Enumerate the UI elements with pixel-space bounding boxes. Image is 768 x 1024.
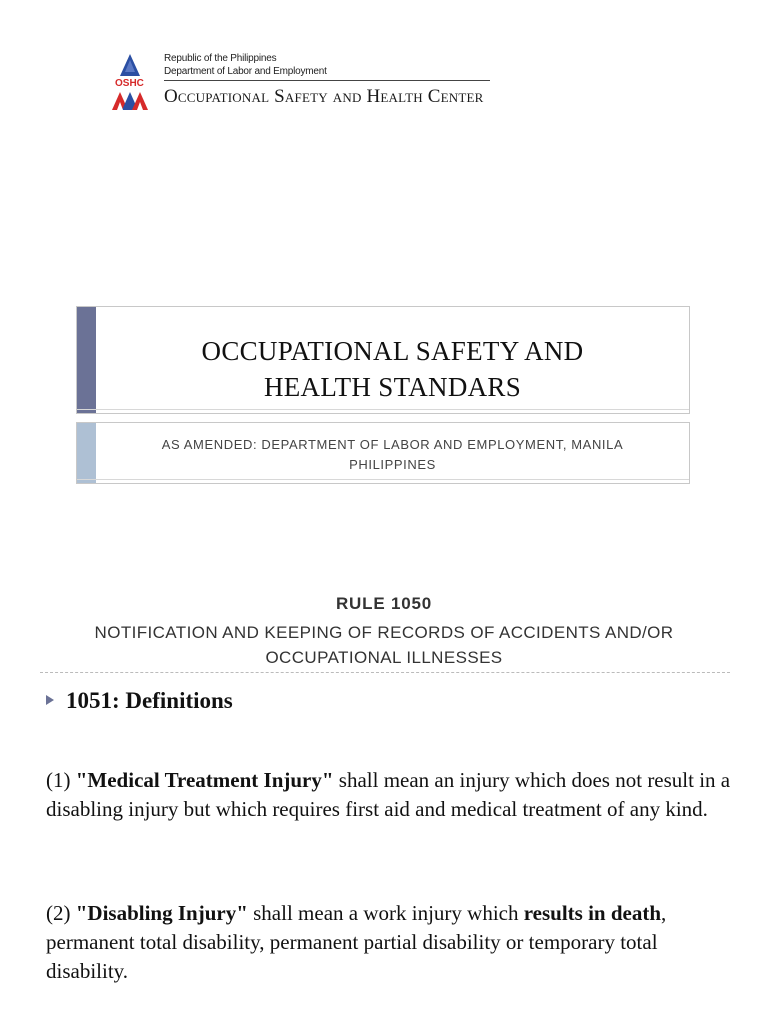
definition-number: (2) [46, 901, 76, 925]
logo-abbreviation: OSHC [115, 78, 144, 89]
subtitle-accent-bar [77, 423, 96, 483]
document-title: OCCUPATIONAL SAFETY AND HEALTH STANDARS [201, 336, 584, 402]
definition-text-rest: , permanent total disability, permanent partial disability or temporary total disability. [46, 901, 667, 983]
section-heading-text: 1051: Definitions [66, 688, 233, 713]
document-title-box [76, 306, 690, 414]
header-divider [164, 80, 490, 81]
header-center-name-text: Occupational Safety and Health Center [164, 86, 484, 107]
document-subtitle: AS AMENDED: DEPARTMENT OF LABOR AND EMPLOYMENT, MANILA PHILIPPINES [161, 437, 624, 472]
title-underline [77, 409, 689, 410]
oshc-header [104, 48, 686, 122]
section-divider [40, 672, 730, 673]
document-subtitle-box [76, 422, 690, 484]
header-department: Department of Labor and Employment [164, 66, 327, 77]
title-accent-bar [77, 307, 96, 413]
header-country: Republic of the Philippines [164, 53, 277, 64]
definition-text: shall mean an injury which does not result in a disabling injury but which requires first aid and medical treatment of any kind. [46, 768, 731, 821]
rule-title: NOTIFICATION AND KEEPING OF RECORDS OF ACCIDENTS AND/OR OCCUPATIONAL ILLNESSES [94, 623, 674, 667]
rule-number: RULE 1050 [335, 594, 433, 613]
section-heading [46, 688, 233, 714]
definition-number: (1) [46, 768, 76, 792]
subtitle-underline [77, 479, 689, 480]
triangle-bullet-icon [46, 695, 54, 705]
header-center-name [164, 86, 484, 108]
definition-term: "Medical Treatment Injury" [75, 768, 334, 792]
definition-term: "Disabling Injury" [75, 901, 248, 925]
definition-emphasis: results in death [523, 901, 662, 925]
definition-text: shall mean a work injury which [247, 901, 524, 925]
definition-medical-treatment-injury [46, 766, 736, 824]
definition-disabling-injury [46, 899, 736, 986]
